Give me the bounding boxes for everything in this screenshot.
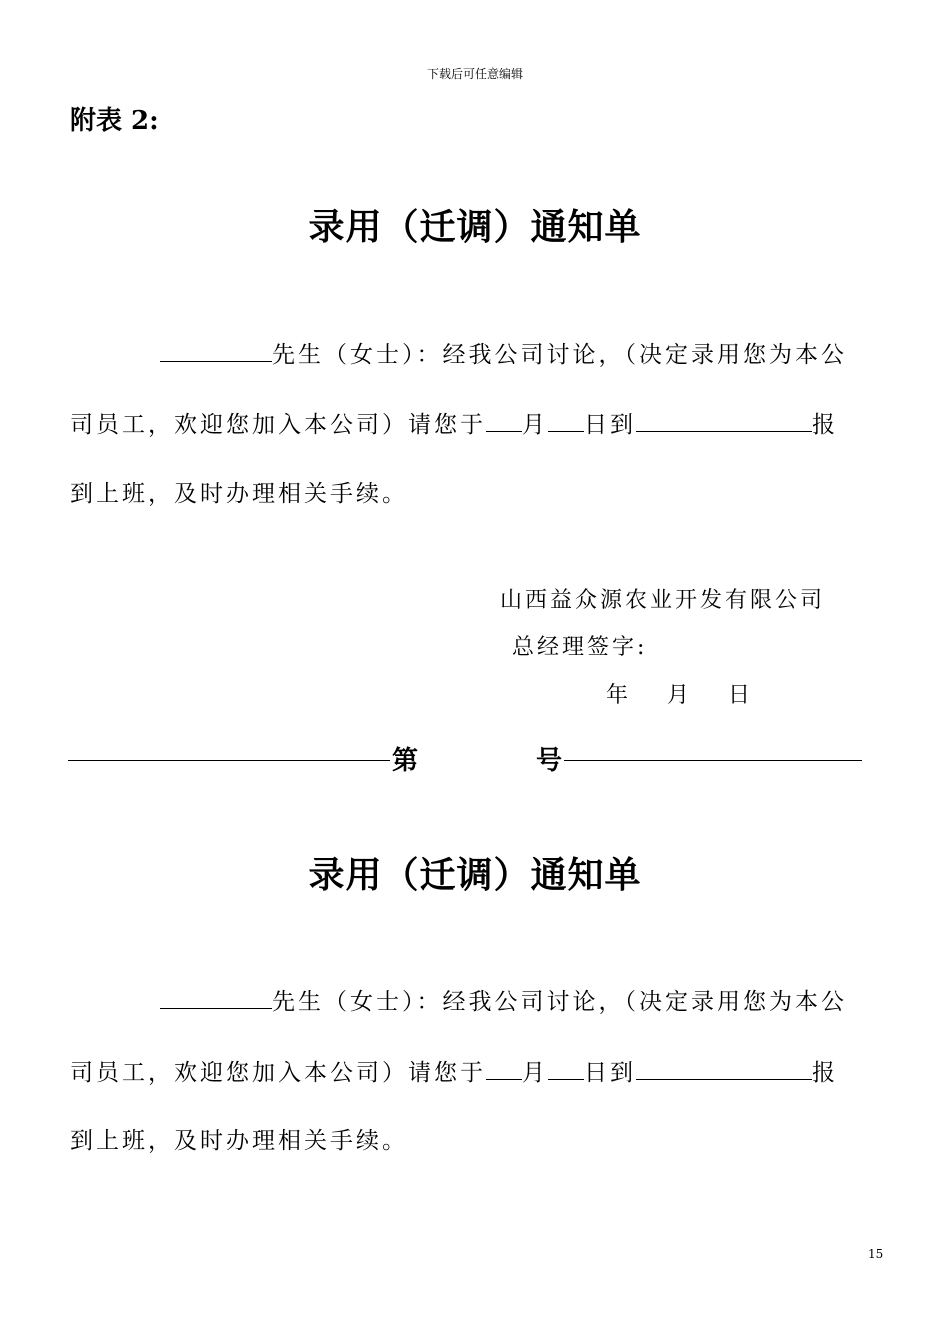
notice-2-month-label: 月: [522, 1060, 548, 1086]
separator-di: 第: [392, 746, 419, 776]
notice-1-line-2-a: 司员工，欢迎您加入本公司）请您于: [70, 412, 486, 438]
notice-2-line-2-a: 司员工，欢迎您加入本公司）请您于: [70, 1060, 486, 1086]
notice-1-line-3: 到上班，及时办理相关手续。: [70, 481, 408, 507]
notice-1-month-label: 月: [522, 412, 548, 438]
manager-signature-label: 总经理签字:: [512, 635, 648, 660]
company-name: 山西益众源农业开发有限公司: [500, 588, 826, 613]
notice-1-line-1-text: 先生（女士）：经我公司讨论，（决定录用您为本公: [272, 342, 847, 368]
place-blank[interactable]: [636, 407, 812, 432]
place-blank[interactable]: [636, 1055, 812, 1080]
notice-2-report-label: 报: [812, 1060, 838, 1086]
page-header: 下载后可任意编辑: [426, 67, 523, 81]
notice-1-line-1: [160, 337, 847, 370]
notice-1-line-2: [70, 407, 838, 440]
day-blank[interactable]: [548, 407, 584, 432]
signature-year-label: 年: [606, 683, 632, 708]
notice-title-2: 录用（迁调）通知单: [308, 854, 642, 896]
page-number: 15: [868, 1247, 884, 1261]
signature-month-label: 月: [667, 683, 693, 708]
notice-2-line-2: [70, 1055, 838, 1088]
month-blank[interactable]: [486, 1055, 522, 1080]
notice-2-line-1: [160, 984, 847, 1017]
separator-line-right: [564, 760, 862, 761]
notice-2-line-1-text: 先生（女士）：经我公司讨论，（决定录用您为本公: [272, 989, 847, 1015]
separator-line-left: [68, 760, 390, 761]
separator-hao: 号: [536, 746, 563, 776]
notice-1-report-label: 报: [812, 412, 838, 438]
notice-2-line-3: 到上班，及时办理相关手续。: [70, 1128, 408, 1154]
appendix-label: 附表 2:: [70, 106, 159, 136]
day-blank[interactable]: [548, 1055, 584, 1080]
notice-2-day-label: 日到: [584, 1060, 636, 1086]
month-blank[interactable]: [486, 407, 522, 432]
notice-title-1: 录用（迁调）通知单: [308, 206, 642, 248]
name-blank[interactable]: [160, 984, 272, 1009]
name-blank[interactable]: [160, 337, 272, 362]
notice-1-day-label: 日到: [584, 412, 636, 438]
signature-day-label: 日: [728, 683, 754, 708]
